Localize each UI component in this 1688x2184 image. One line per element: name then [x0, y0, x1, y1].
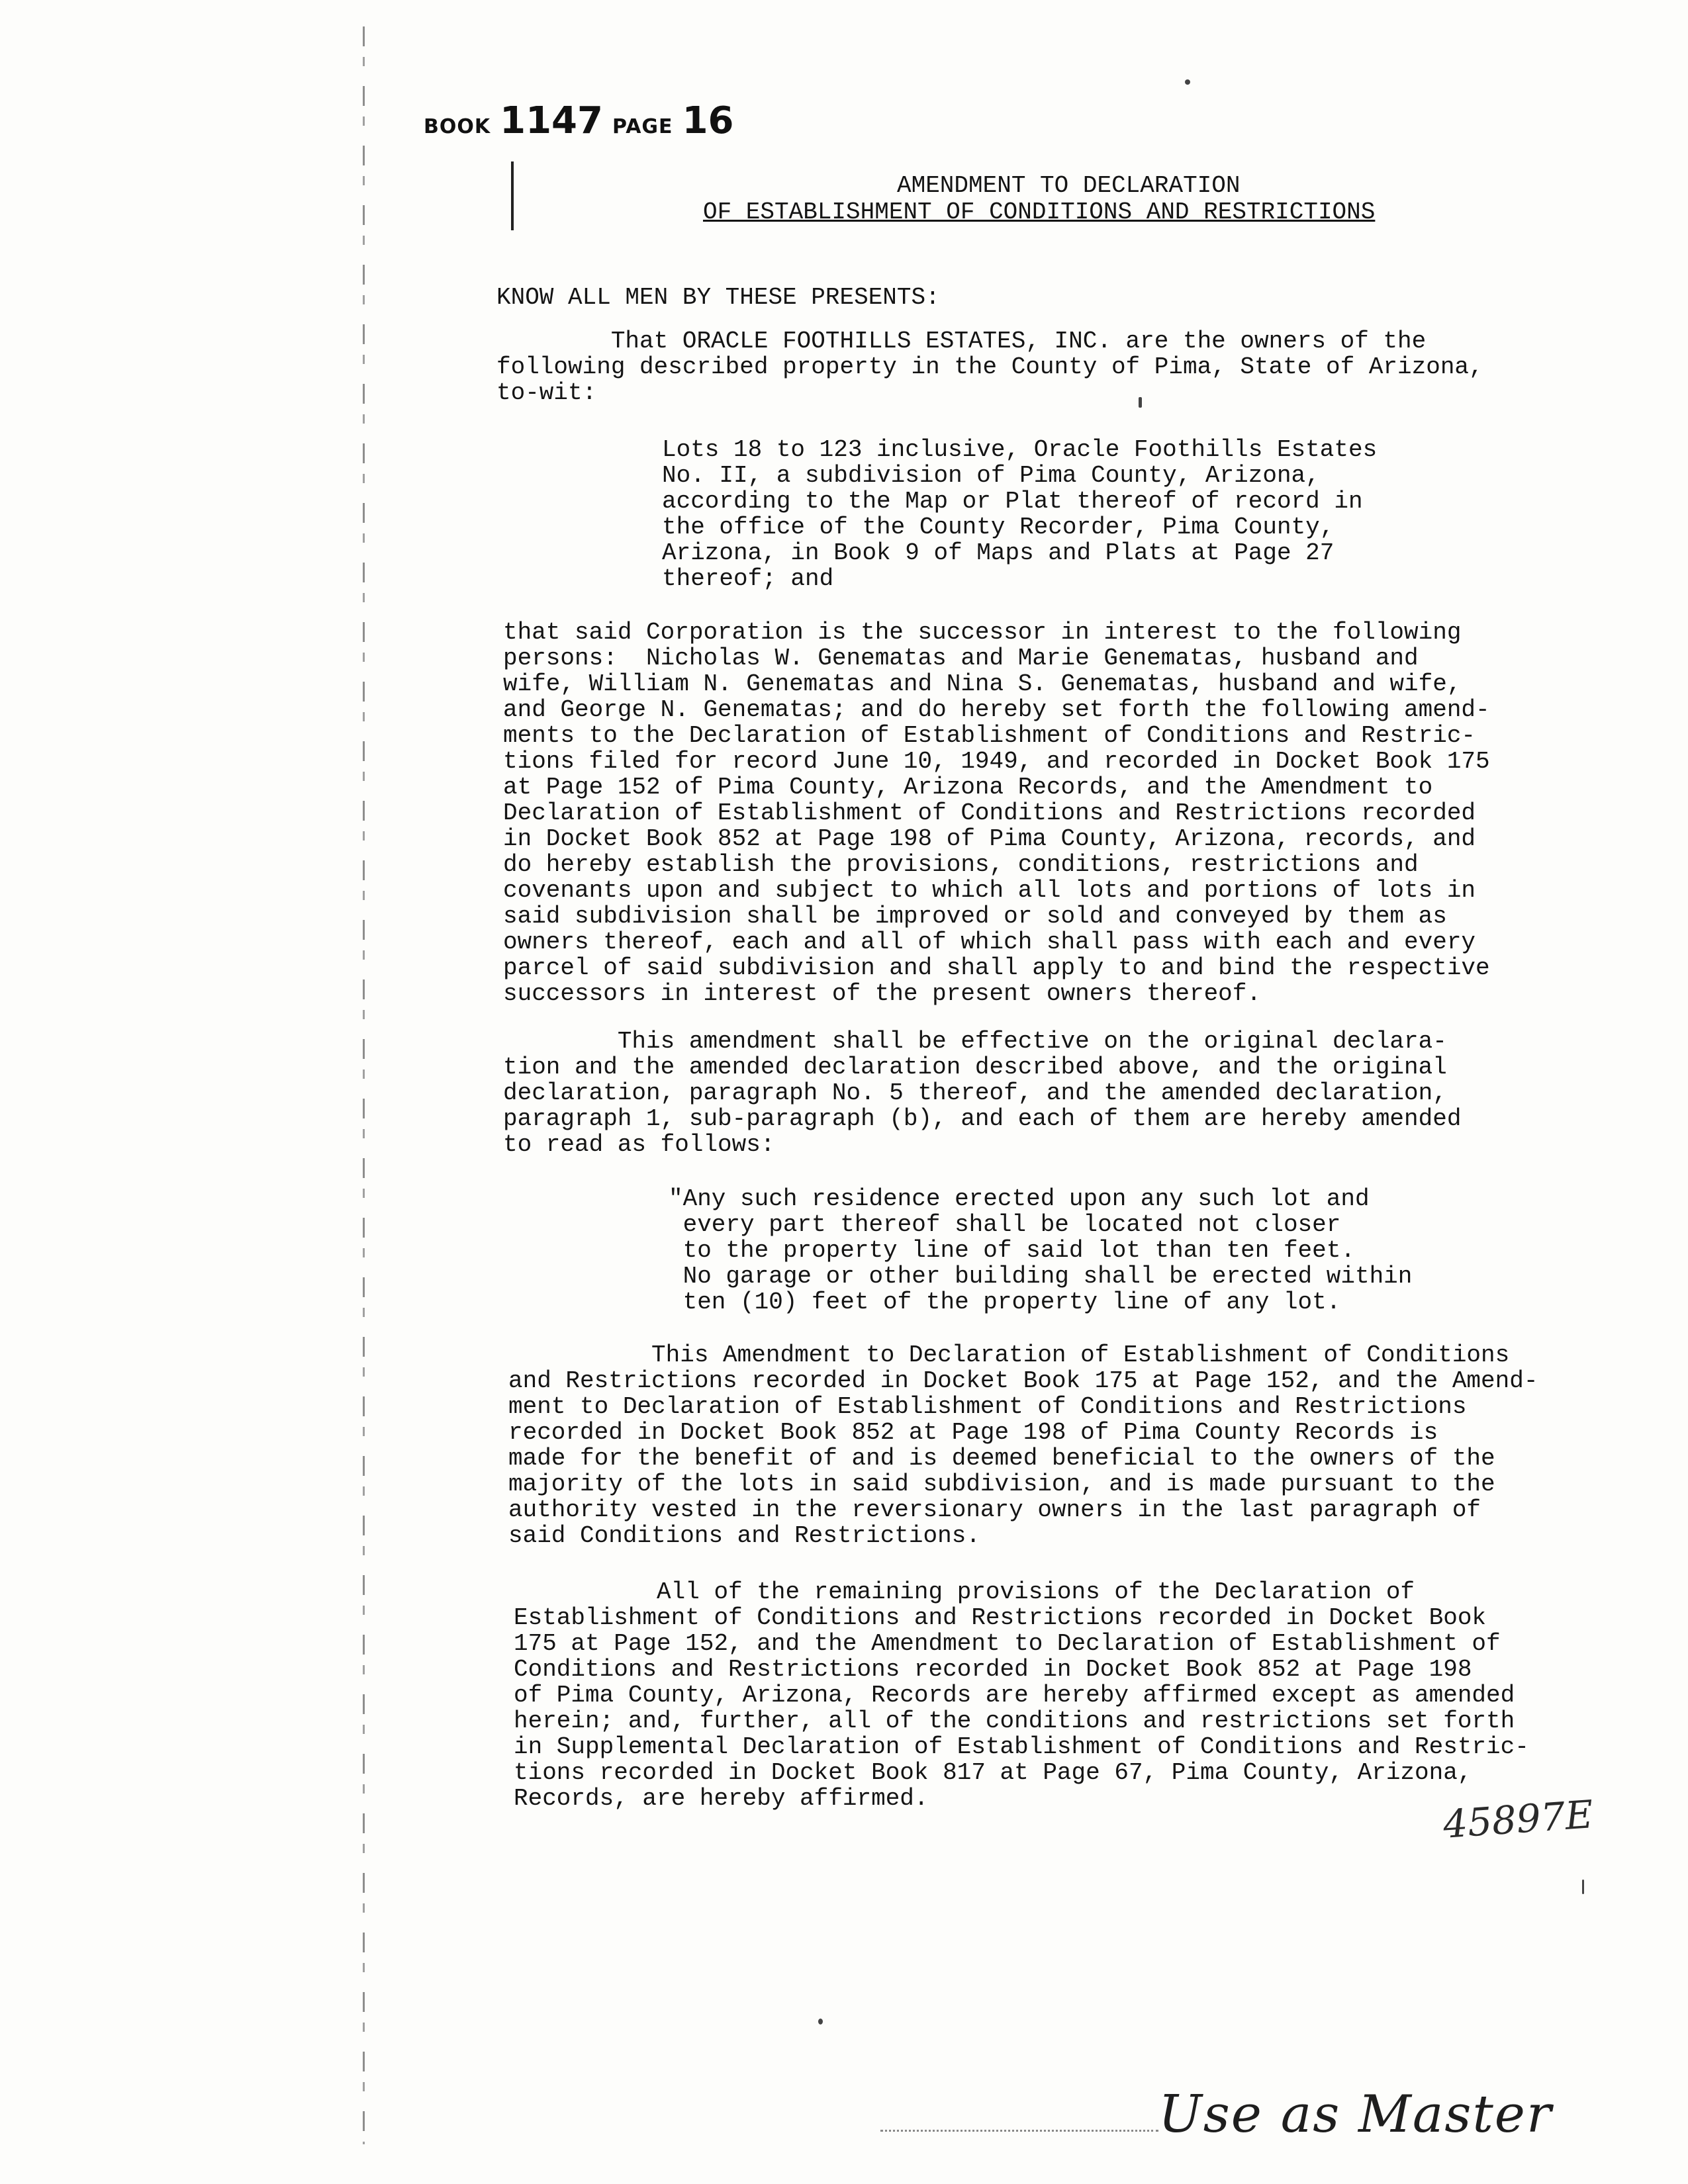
property-description: Lots 18 to 123 inclusive, Oracle Foothills Estates No. II, a subdivision of Pima County, Arizona, according to the Map or Plat thereof of record in the office of the County Recorder, Pima County, Arizona, in Book 9 of Maps and Plats at Page 27 thereof; and — [662, 436, 1378, 592]
page-label: PAGE — [612, 115, 673, 138]
document-title-line-2: OF ESTABLISHMENT OF CONDITIONS AND RESTRICTIONS — [703, 199, 1376, 226]
document-title-line-1: AMENDMENT TO DECLARATION — [897, 172, 1241, 199]
margin-rule — [511, 161, 514, 230]
page-number: 16 — [682, 99, 734, 142]
scan-speck — [1139, 397, 1142, 408]
scan-speck — [818, 2019, 823, 2025]
scan-speck — [1185, 79, 1190, 85]
paragraph-successor: that said Corporation is the successor in interest to the following persons: Nicholas W. Genematas and Marie Genematas, husband and wife, William N. Genematas and Nina S. Genematas, husband and wife, and George N. Genematas; and do hereby set forth the following amend- ments to the Declaration of Establishment of Conditions and Restric- tions filed for record June 10, 1949, and recorded in Docket Book 175 at Page 152 of Pima County, Arizona Records, and the Amendment to Declaration of Establishment of Conditions and Restrictions recorded in Docket Book 852 at Page 198 of Pima County, Arizona, records, and do hereby establish the provisions, conditions, restrictions and covenants upon and subject to which all lots and portions of lots in said subdivision shall be improved or sold and conveyed by them as owners thereof, each and all of which shall pass with each and every parcel of said subdivision and shall apply to and bind the respective successors in interest of the present owners thereof. — [503, 619, 1490, 1007]
scan-speck — [1582, 1880, 1584, 1894]
book-label: BOOK — [424, 115, 491, 138]
book-number: 1147 — [500, 99, 603, 142]
opening-clause: KNOW ALL MEN BY THESE PRESENTS: — [496, 284, 940, 311]
amended-provision-quote: "Any such residence erected upon any such lot and every part thereof shall be located not closer to the property line of said lot than ten feet. No garage or other building shall be erected within ten (10) feet of the property line of any lot. — [669, 1185, 1413, 1316]
paragraph-amendment-effect: This amendment shall be effective on the original declara- tion and the amended declaration described above, and the original declaration, paragraph No. 5 thereof, and the amended declaration, paragraph 1, sub-paragraph (b), and each of them are hereby amended to read as follows: — [503, 1028, 1462, 1158]
paragraph-owners: That ORACLE FOOTHILLS ESTATES, INC. are the owners of the following described property in the County of Pima, State of Arizona, to-wit: — [496, 328, 1483, 406]
handwritten-file-number: 45897E — [1441, 1792, 1595, 1847]
dotted-line — [880, 2130, 1158, 2132]
handwritten-note: Use as Master — [1158, 2085, 1553, 2144]
left-margin-scan-edge — [363, 26, 365, 2144]
book-page-stamp — [424, 99, 734, 142]
paragraph-affirmation: All of the remaining provisions of the Declaration of Establishment of Conditions and Restrictions recorded in Docket Book 175 at Page 152, and the Amendment to Declaration of Establishment of Conditions and Restrictions recorded in Docket Book 852 at Page 198 of Pima County, Arizona, Records are hereby affirmed except as amended herein; and, further, all of the conditions and restrictions set forth in Supplemental Declaration of Establishment of Conditions and Restric- tions recorded in Docket Book 817 at Page 67, Pima County, Arizona, Records, are hereby affirmed. — [514, 1578, 1529, 1812]
paragraph-benefit: This Amendment to Declaration of Establishment of Conditions and Restrictions recorded in Docket Book 175 at Page 152, and the Amend- ment to Declaration of Establishment of Conditions and Restrictions recorded in Docket Book 852 at Page 198 of Pima County Records is made for the benefit of and is deemed beneficial to the owners of the majority of the lots in said subdivision, and is made pursuant to the authority vested in the reversionary owners in the last paragraph of said Conditions and Restrictions. — [508, 1342, 1538, 1549]
